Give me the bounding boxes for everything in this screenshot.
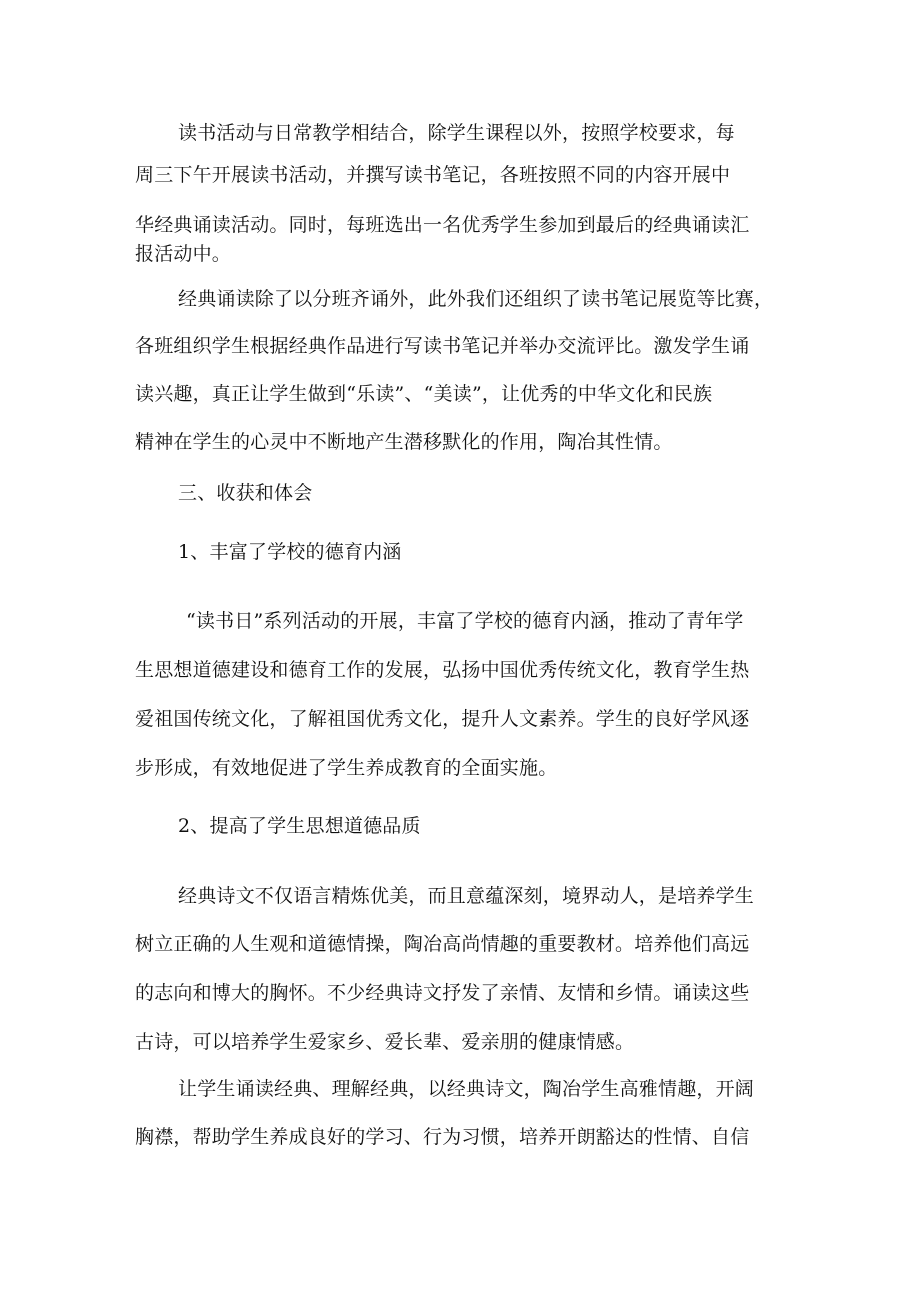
subheading-moral-education: 1、丰富了学校的德育内涵 <box>178 541 402 563</box>
text-line: 报活动中。 <box>135 243 232 265</box>
text-line: 读书活动与日常教学相结合，除学生课程以外，按照学校要求，每 <box>178 122 735 144</box>
text-line: 精神在学生的心灵中不断地产生潜移默化的作用，陶冶其性情。 <box>135 431 673 453</box>
section-heading: 三、收获和体会 <box>178 482 313 504</box>
text-line: 的志向和博大的胸怀。不少经典诗文抒发了亲情、友情和乡情。诵读这些 <box>135 982 750 1004</box>
text-line: 爱祖国传统文化，了解祖国优秀文化，提升人文素养。学生的良好学风逐 <box>135 708 750 730</box>
text-line: 生思想道德建设和德育工作的发展，弘扬中国优秀传统文化，教育学生热 <box>135 659 750 681</box>
subheading-moral-quality: 2、提高了学生思想道德品质 <box>178 815 421 837</box>
text-line: 步形成，有效地促进了学生养成教育的全面实施。 <box>135 757 558 779</box>
text-line: 树立正确的人生观和道德情操，陶冶高尚情趣的重要教材。培养他们高远 <box>135 933 750 955</box>
text-line: “读书日”系列活动的开展，丰富了学校的德育内涵，推动了青年学 <box>186 610 744 632</box>
text-line: 华经典诵读活动。同时，每班选出一名优秀学生参加到最后的经典诵读汇 <box>135 214 750 236</box>
text-line: 经典诵读除了以分班齐诵外，此外我们还组织了读书笔记展览等比赛， <box>178 288 774 310</box>
text-line: 各班组织学生根据经典作品进行写读书笔记并举办交流评比。激发学生诵 <box>135 335 750 357</box>
text-line: 胸襟，帮助学生养成良好的学习、行为习惯，培养开朗豁达的性情、自信 <box>135 1126 750 1148</box>
text-line: 让学生诵读经典、理解经典，以经典诗文，陶冶学生高雅情趣，开阔 <box>178 1078 755 1100</box>
text-line: 古诗，可以培养学生爱家乡、爱长辈、爱亲朋的健康情感。 <box>135 1031 635 1053</box>
text-line: 经典诗文不仅语言精炼优美，而且意蕴深刻，境界动人，是培养学生 <box>178 885 755 907</box>
text-line: 周三下午开展读书活动，并撰写读书笔记，各班按照不同的内容开展中 <box>135 164 731 186</box>
text-line: 读兴趣，真正让学生做到“乐读”、“美读”，让优秀的中华文化和民族 <box>135 383 713 405</box>
